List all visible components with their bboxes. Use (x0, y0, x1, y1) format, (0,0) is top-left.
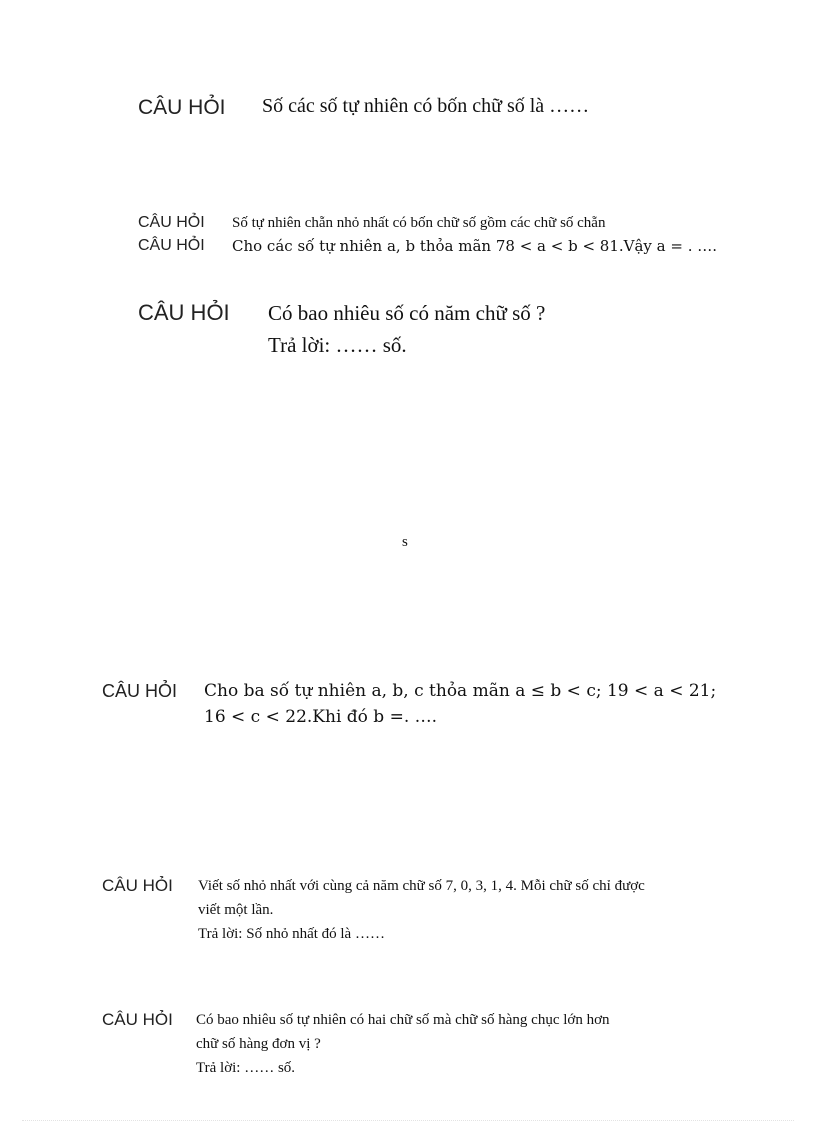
question-line: Số các số tự nhiên có bốn chữ số là …… (262, 95, 590, 117)
question-label: CÂU HỎI (138, 300, 230, 325)
question-line: 16 < c < 22.Khi đó b =. …. (204, 707, 438, 727)
question-line: Có bao nhiêu số có năm chữ số ? (268, 301, 546, 325)
question-line: Viết số nhỏ nhất với cùng cả năm chữ số 7, 0, 3, 1, 4. Mỗi chữ số chỉ được (198, 878, 645, 894)
question-text (232, 212, 605, 234)
question-line: Trả lời: …… số. (196, 1060, 296, 1076)
page-bottom-divider (22, 1120, 794, 1121)
question-label: CÂU HỎI (138, 237, 205, 254)
question-label: CÂU HỎI (138, 214, 205, 231)
question-label: CÂU HỎI (102, 1010, 173, 1029)
question-text (204, 678, 716, 730)
question-text (232, 235, 717, 257)
question-line: viết một lần. (198, 902, 274, 918)
question-line: Số tự nhiên chẵn nhỏ nhất có bốn chữ số gồm các chữ số chẵn (232, 215, 606, 231)
question-line: Trả lời: …… số. (268, 333, 407, 357)
question-line: chữ số hàng đơn vị ? (196, 1036, 321, 1052)
question-text (198, 874, 645, 946)
question-text (262, 92, 589, 120)
question-6 (102, 874, 756, 954)
question-label: CÂU HỎI (138, 96, 226, 119)
question-line: Cho các số tự nhiên a, b thỏa mãn 78 < a < b < 81.Vậy a = . …. (232, 237, 718, 255)
question-line: Cho ba số tự nhiên a, b, c thỏa mãn a ≤ b < c; 19 < a < 21; (204, 681, 717, 701)
stray-text: s (402, 534, 408, 550)
question-line: Có bao nhiêu số tự nhiên có hai chữ số mà chữ số hàng chục lớn hơn (196, 1012, 610, 1028)
question-text (196, 1008, 610, 1080)
question-label: CÂU HỎI (102, 681, 178, 701)
question-label: CÂU HỎI (102, 876, 173, 895)
question-text (268, 297, 545, 361)
question-line: Trả lời: Số nhỏ nhất đó là …… (198, 926, 385, 942)
